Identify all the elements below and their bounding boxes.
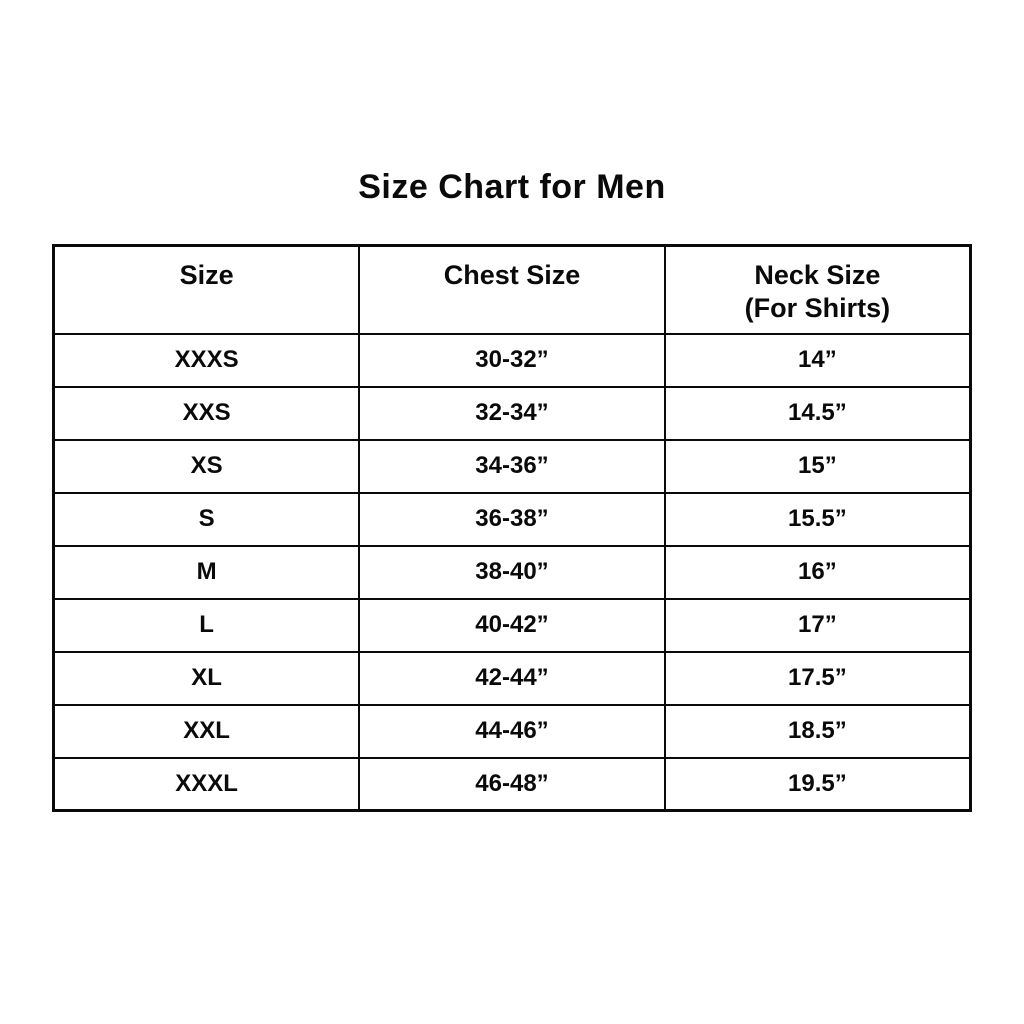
neck-size-cell: 14”: [665, 334, 971, 387]
chest-size-cell: 34-36”: [359, 440, 665, 493]
table-row: [54, 334, 971, 387]
header-neck-size-sublabel: (For Shirts): [744, 292, 891, 323]
chest-size-cell: 40-42”: [359, 599, 665, 652]
size-cell: XXXL: [54, 758, 360, 811]
header-neck-size-label: Neck Size: [754, 260, 881, 290]
table-row: [54, 652, 971, 705]
table-row: [54, 493, 971, 546]
size-cell: L: [54, 599, 360, 652]
chest-size-cell: 32-34”: [359, 387, 665, 440]
table-row: [54, 387, 971, 440]
page-title: Size Chart for Men: [358, 168, 666, 206]
size-cell: M: [54, 546, 360, 599]
neck-size-cell: 15.5”: [665, 493, 971, 546]
chest-size-cell: 46-48”: [359, 758, 665, 811]
neck-size-cell: 17”: [665, 599, 971, 652]
size-cell: XXXS: [54, 334, 360, 387]
header-size: [54, 246, 360, 334]
neck-size-cell: 14.5”: [665, 387, 971, 440]
header-chest-size-label: Chest Size: [443, 260, 581, 290]
table-row: [54, 758, 971, 811]
table-header: [54, 246, 971, 334]
header-row: [54, 246, 971, 334]
neck-size-cell: 16”: [665, 546, 971, 599]
table-row: [54, 705, 971, 758]
neck-size-cell: 17.5”: [665, 652, 971, 705]
size-cell: XL: [54, 652, 360, 705]
size-chart-table: [52, 244, 972, 812]
neck-size-cell: 15”: [665, 440, 971, 493]
header-chest-size: [359, 246, 665, 334]
chest-size-cell: 36-38”: [359, 493, 665, 546]
header-neck-size: [665, 246, 971, 334]
table-row: [54, 546, 971, 599]
chest-size-cell: 30-32”: [359, 334, 665, 387]
size-cell: XXS: [54, 387, 360, 440]
table-body: [54, 334, 971, 811]
chest-size-cell: 42-44”: [359, 652, 665, 705]
neck-size-cell: 18.5”: [665, 705, 971, 758]
chest-size-cell: 44-46”: [359, 705, 665, 758]
size-cell: XXL: [54, 705, 360, 758]
chest-size-cell: 38-40”: [359, 546, 665, 599]
size-cell: S: [54, 493, 360, 546]
table-row: [54, 599, 971, 652]
size-cell: XS: [54, 440, 360, 493]
table-row: [54, 440, 971, 493]
neck-size-cell: 19.5”: [665, 758, 971, 811]
header-size-label: Size: [179, 260, 234, 290]
